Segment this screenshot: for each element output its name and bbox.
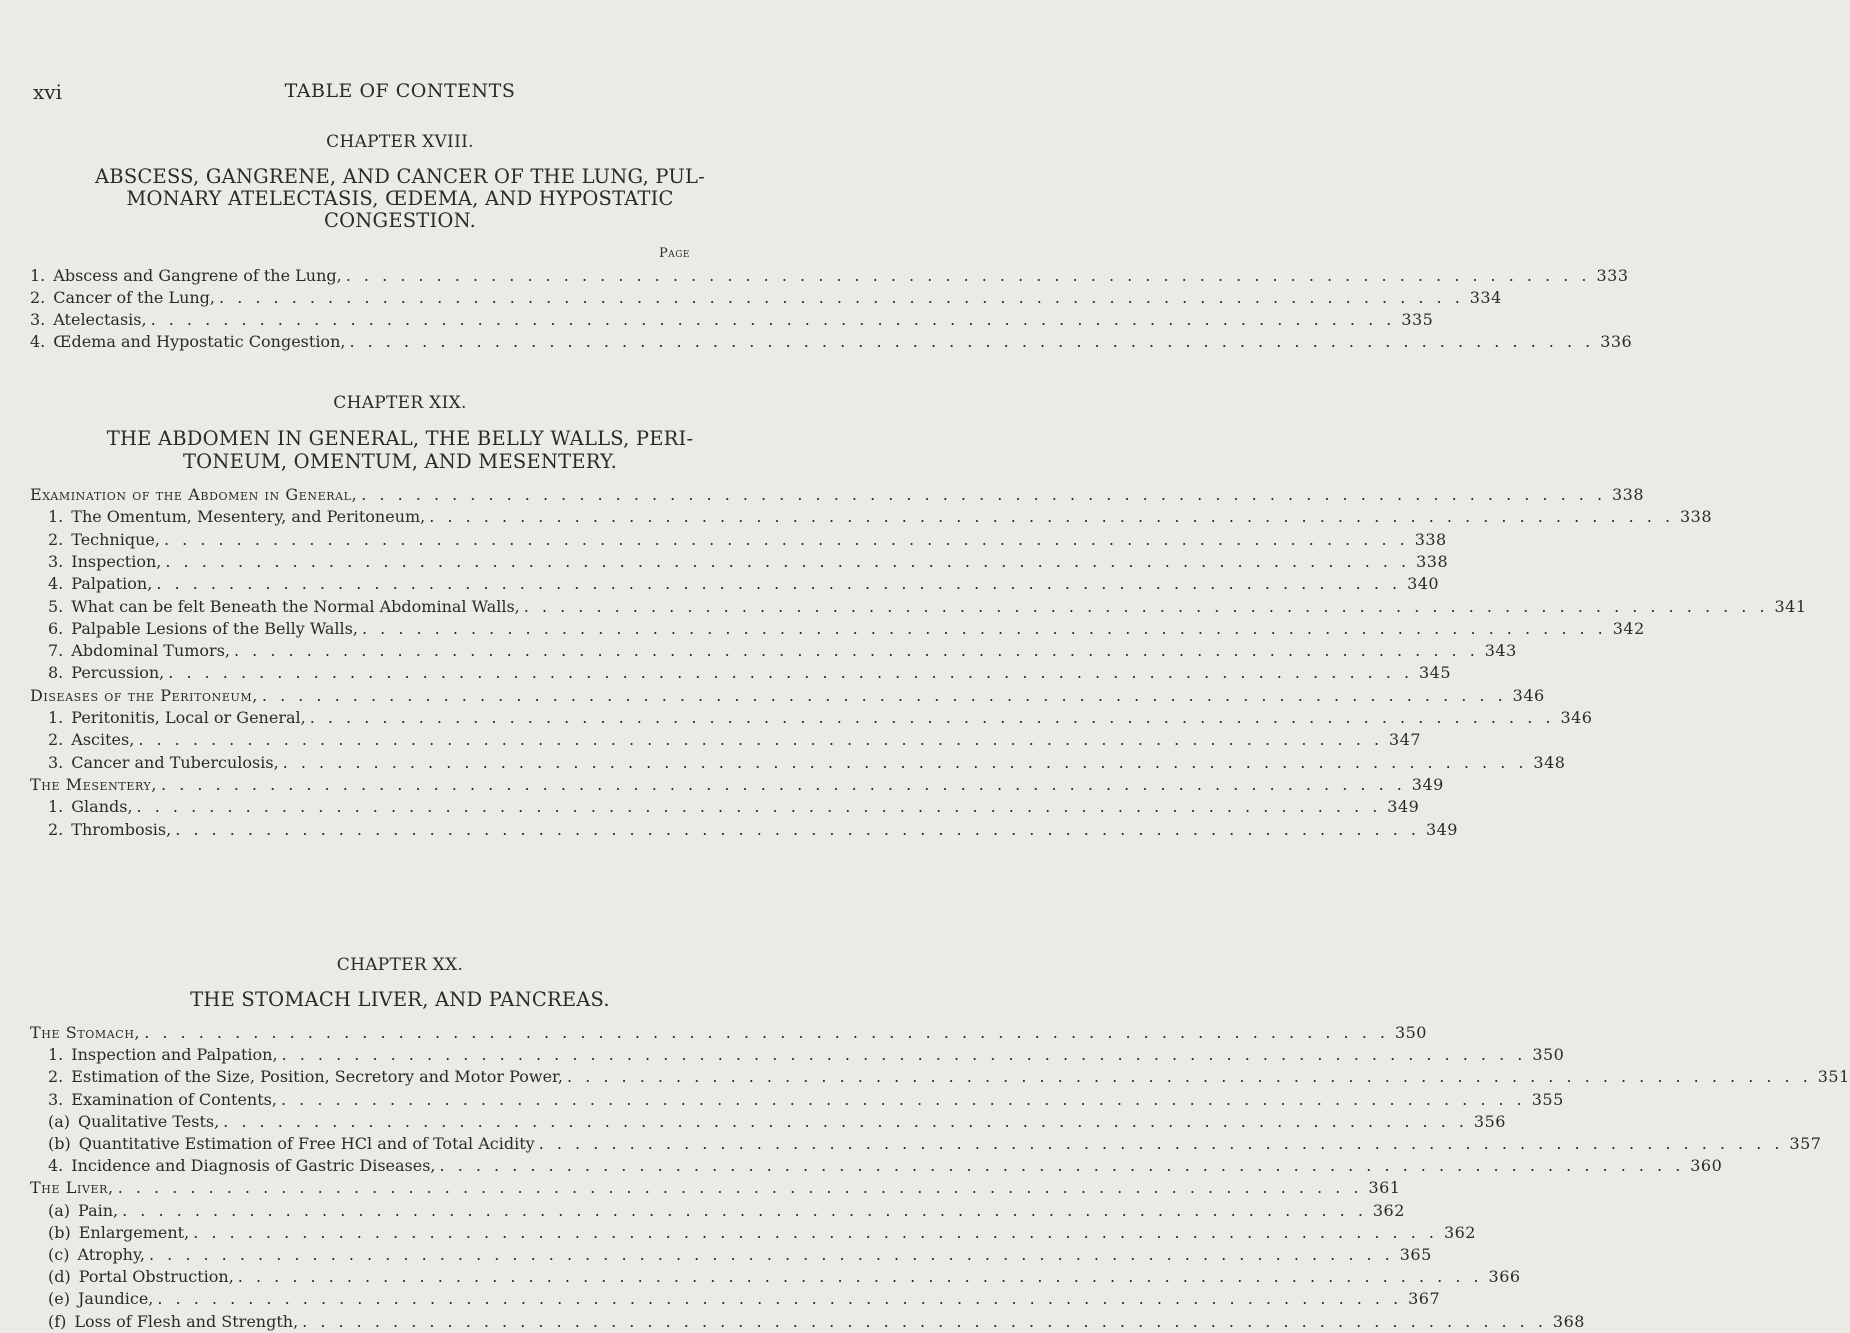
leader-dots: . . . . . . . . . . . . . . . . . . . . . . . . . . . . . . . . . . . . . . . . . . . . . . . . . . . . . . . . . . . . . . . . . . . . . [117,1178,1363,1197]
entry-title: Ascites, [71,730,135,749]
leader-dots: . . . . . . . . . . . . . . . . . . . . . . . . . . . . . . . . . . . . . . . . . . . . . . . . . . . . . . . . . . . . . . . . . . . . . [282,753,1528,772]
toc-entry [30,287,1502,309]
entry-number: 1. [48,507,64,526]
entry-number: 2. [48,1067,64,1086]
toc-entry [30,1022,1427,1044]
entry-page-number: 334 [1469,288,1502,307]
chapter-heading: CHAPTER XX. [336,955,464,975]
entry-page-number: 338 [1416,552,1449,571]
leader-dots: . . . . . . . . . . . . . . . . . . . . . . . . . . . . . . . . . . . . . . . . . . . . . . . . . . . . . . . . . . . . . . . . . . . . . [523,597,1769,616]
entry-number: 2. [48,820,64,839]
toc-entry [30,309,1434,331]
leader-dots: . . . . . . . . . . . . . . . . . . . . . . . . . . . . . . . . . . . . . . . . . . . . . . . . . . . . . . . . . . . . . . . . . . . . . [261,686,1507,705]
leader-dots: . . . . . . . . . . . . . . . . . . . . . . . . . . . . . . . . . . . . . . . . . . . . . . . . . . . . . . . . . . . . . . . . . . . . . [219,288,1464,307]
toc-entry [48,1089,1564,1111]
entry-page-number: 360 [1690,1156,1723,1175]
toc-entry [48,796,1420,818]
entry-number: 4. [48,574,64,593]
leader-dots: . . . . . . . . . . . . . . . . . . . . . . . . . . . . . . . . . . . . . . . . . . . . . . . . . . . . . . . . . . . . . . . . . . . . . [161,775,1406,794]
toc-entry [48,1266,1521,1288]
entry-title: Portal Obstruction, [78,1267,234,1286]
leader-dots: . . . . . . . . . . . . . . . . . . . . . . . . . . . . . . . . . . . . . . . . . . . . . . . . . . . . . . . . . . . . . . . . . . . . . [168,663,1414,682]
entry-title: Inspection, [71,552,162,571]
entry-page-number: 340 [1407,574,1440,593]
toc-entry [48,1155,1723,1177]
toc-entry [30,685,1545,707]
entry-number: 4. [30,332,46,351]
entry-title: The Liver, [30,1178,114,1197]
entry-page-number: 336 [1600,332,1633,351]
entry-title: Palpable Lesions of the Belly Walls, [71,619,358,638]
entry-number: 1. [48,797,64,816]
leader-dots: . . . . . . . . . . . . . . . . . . . . . . . . . . . . . . . . . . . . . . . . . . . . . . . . . . . . . . . . . . . . . . . . . . . . . [237,1267,1483,1286]
leader-dots: . . . . . . . . . . . . . . . . . . . . . . . . . . . . . . . . . . . . . . . . . . . . . . . . . . . . . . . . . . . . . . . . . . . . . [150,310,1396,329]
leader-dots: . . . . . . . . . . . . . . . . . . . . . . . . . . . . . . . . . . . . . . . . . . . . . . . . . . . . . . . . . . . . . . . . . . . . . [157,1289,1403,1308]
entry-page-number: 368 [1552,1312,1585,1331]
entry-title: Loss of Flesh and Strength, [74,1312,299,1331]
leader-dots: . . . . . . . . . . . . . . . . . . . . . . . . . . . . . . . . . . . . . . . . . . . . . . . . . . . . . . . . . . . . . . . . . . . . . [349,332,1595,351]
entry-number: (c) [48,1245,70,1264]
toc-entry [48,662,1452,684]
entry-title: Atrophy, [77,1245,145,1264]
leader-dots: . . . . . . . . . . . . . . . . . . . . . . . . . . . . . . . . . . . . . . . . . . . . . . . . . . . . . . . . . . . . . . . . . . . . . [309,708,1555,727]
leader-dots: . . . . . . . . . . . . . . . . . . . . . . . . . . . . . . . . . . . . . . . . . . . . . . . . . . . . . . . . . . . . . . . . . . . . . [175,820,1420,839]
entry-page-number: 335 [1401,310,1434,329]
entry-number: 3. [48,552,64,571]
entry-title: Examination of the Abdomen in General, [30,485,358,504]
leader-dots: . . . . . . . . . . . . . . . . . . . . . . . . . . . . . . . . . . . . . . . . . . . . . . . . . . . . . . . . . . . . . . . . . . . . . [567,1067,1812,1086]
toc-entry [48,618,1645,640]
entry-title: Peritonitis, Local or General, [71,708,306,727]
entry-title: Abdominal Tumors, [71,641,230,660]
entry-page-number: 362 [1372,1201,1405,1220]
toc-entry [30,1177,1401,1199]
leader-dots: . . . . . . . . . . . . . . . . . . . . . . . . . . . . . . . . . . . . . . . . . . . . . . . . . . . . . . . . . . . . . . . . . . . . . [345,266,1591,285]
entry-number: 4. [48,1156,64,1175]
entry-page-number: 338 [1680,507,1713,526]
toc-entry [48,1200,1405,1222]
leader-dots: . . . . . . . . . . . . . . . . . . . . . . . . . . . . . . . . . . . . . . . . . . . . . . . . . . . . . . . . . . . . . . . . . . . . . [136,797,1382,816]
entry-page-number: 349 [1387,797,1420,816]
entry-title: The Omentum, Mesentery, and Peritoneum, [71,507,426,526]
entry-number: (d) [48,1267,71,1286]
entry-number: 3. [48,753,64,772]
chapter-title-line: THE ABDOMEN IN GENERAL, THE BELLY WALLS, PERI- [106,427,694,450]
entry-title: Palpation, [71,574,153,593]
page-number: xvi [33,80,62,104]
entry-number: 2. [48,530,64,549]
entry-title: What can be felt Beneath the Normal Abdominal Walls, [71,597,520,616]
chapter-heading: CHAPTER XVIII. [326,132,474,152]
toc-entry [48,529,1447,551]
entry-page-number: 366 [1488,1267,1521,1286]
leader-dots: . . . . . . . . . . . . . . . . . . . . . . . . . . . . . . . . . . . . . . . . . . . . . . . . . . . . . . . . . . . . . . . . . . . . . [148,1245,1394,1264]
toc-entry [48,1066,1850,1088]
chapter-title-line: TONEUM, OMENTUM, AND MESENTERY. [182,450,618,473]
toc-entry [48,729,1422,751]
entry-page-number: 343 [1484,641,1517,660]
toc-entry [48,1133,1822,1155]
toc-entry [48,1311,1585,1333]
entry-title: Cancer and Tuberculosis, [71,753,279,772]
entry-title: Estimation of the Size, Position, Secretory and Motor Power, [71,1067,564,1086]
entry-number: 1. [30,266,46,285]
entry-number: (b) [48,1223,71,1242]
toc-entry [48,1044,1565,1066]
entry-title: Abscess and Gangrene of the Lung, [53,266,342,285]
entry-title: Œdema and Hypostatic Congestion, [53,332,346,351]
entry-number: 1. [48,1045,64,1064]
running-title: TABLE OF CONTENTS [284,80,516,102]
entry-title: Technique, [71,530,160,549]
entry-title: Diseases of the Peritoneum, [30,686,258,705]
toc-entry [48,1222,1476,1244]
entry-page-number: 348 [1533,753,1566,772]
entry-title: Jaundice, [77,1289,154,1308]
toc-entry [48,1244,1432,1266]
entry-number: 8. [48,663,64,682]
entry-page-number: 345 [1419,663,1452,682]
entry-page-number: 351 [1817,1067,1850,1086]
entry-number: 6. [48,619,64,638]
entry-number: 5. [48,597,64,616]
chapter-heading: CHAPTER XIX. [333,393,467,413]
entry-title: Pain, [78,1201,119,1220]
entry-page-number: 367 [1408,1289,1441,1308]
entry-number: 2. [48,730,64,749]
entry-title: Examination of Contents, [71,1090,277,1109]
toc-entry [30,331,1633,353]
entry-page-number: 349 [1425,820,1458,839]
chapter-title-line: ABSCESS, GANGRENE, AND CANCER OF THE LUNG, PUL- [95,165,705,188]
entry-title: Enlargement, [78,1223,190,1242]
leader-dots: . . . . . . . . . . . . . . . . . . . . . . . . . . . . . . . . . . . . . . . . . . . . . . . . . . . . . . . . . . . . . . . . . . . . . [138,730,1384,749]
entry-title: Atelectasis, [53,310,147,329]
entry-page-number: 346 [1512,686,1545,705]
entry-page-number: 349 [1411,775,1444,794]
toc-entry [48,506,1713,528]
entry-number: 7. [48,641,64,660]
leader-dots: . . . . . . . . . . . . . . . . . . . . . . . . . . . . . . . . . . . . . . . . . . . . . . . . . . . . . . . . . . . . . . . . . . . . . [281,1045,1527,1064]
leader-dots: . . . . . . . . . . . . . . . . . . . . . . . . . . . . . . . . . . . . . . . . . . . . . . . . . . . . . . . . . . . . . . . . . . . . . [234,641,1479,660]
leader-dots: . . . . . . . . . . . . . . . . . . . . . . . . . . . . . . . . . . . . . . . . . . . . . . . . . . . . . . . . . . . . . . . . . . . . . [144,1023,1389,1042]
entry-title: Quantitative Estimation of Free HCl and of Total Acidity [78,1134,535,1153]
toc-entry [48,640,1517,662]
toc-entry [30,265,1629,287]
entry-page-number: 341 [1774,597,1807,616]
leader-dots: . . . . . . . . . . . . . . . . . . . . . . . . . . . . . . . . . . . . . . . . . . . . . . . . . . . . . . . . . . . . . . . . . . . . . [165,552,1411,571]
chapter-title-line: THE STOMACH LIVER, AND PANCREAS. [190,988,610,1011]
toc-entry [48,573,1440,595]
entry-title: Cancer of the Lung, [53,288,216,307]
toc-entry [30,774,1444,796]
entry-title: Glands, [71,797,133,816]
leader-dots: . . . . . . . . . . . . . . . . . . . . . . . . . . . . . . . . . . . . . . . . . . . . . . . . . . . . . . . . . . . . . . . . . . . . . [429,507,1675,526]
entry-page-number: 338 [1414,530,1447,549]
entry-title: Percussion, [71,663,165,682]
entry-page-number: 350 [1394,1023,1427,1042]
toc-entry [48,819,1458,841]
toc-entry [48,596,1807,618]
entry-number: (b) [48,1134,71,1153]
entry-page-number: 355 [1531,1090,1564,1109]
toc-entry [48,1288,1441,1310]
toc-entry [30,484,1645,506]
toc-entry [48,551,1449,573]
entry-page-number: 361 [1368,1178,1401,1197]
entry-title: The Mesentery, [30,775,158,794]
entry-number: (e) [48,1289,70,1308]
entry-title: Incidence and Diagnosis of Gastric Diseases, [71,1156,436,1175]
toc-entry [48,752,1566,774]
entry-number: (a) [48,1201,71,1220]
entry-page-number: 356 [1473,1112,1506,1131]
entry-page-number: 346 [1560,708,1593,727]
leader-dots: . . . . . . . . . . . . . . . . . . . . . . . . . . . . . . . . . . . . . . . . . . . . . . . . . . . . . . . . . . . . . . . . . . . . . [361,619,1607,638]
entry-number: 2. [30,288,46,307]
leader-dots: . . . . . . . . . . . . . . . . . . . . . . . . . . . . . . . . . . . . . . . . . . . . . . . . . . . . . . . . . . . . . . . . . . . . . [439,1156,1685,1175]
entry-page-number: 333 [1596,266,1629,285]
entry-title: The Stomach, [30,1023,141,1042]
entry-number: (f) [48,1312,67,1331]
entry-number: 3. [30,310,46,329]
entry-page-number: 350 [1532,1045,1565,1064]
leader-dots: . . . . . . . . . . . . . . . . . . . . . . . . . . . . . . . . . . . . . . . . . . . . . . . . . . . . . . . . . . . . . . . . . . . . . [538,1134,1784,1153]
leader-dots: . . . . . . . . . . . . . . . . . . . . . . . . . . . . . . . . . . . . . . . . . . . . . . . . . . . . . . . . . . . . . . . . . . . . . [193,1223,1438,1242]
entry-page-number: 365 [1399,1245,1432,1264]
leader-dots: . . . . . . . . . . . . . . . . . . . . . . . . . . . . . . . . . . . . . . . . . . . . . . . . . . . . . . . . . . . . . . . . . . . . . [361,485,1607,504]
entry-title: Inspection and Palpation, [71,1045,278,1064]
leader-dots: . . . . . . . . . . . . . . . . . . . . . . . . . . . . . . . . . . . . . . . . . . . . . . . . . . . . . . . . . . . . . . . . . . . . . [122,1201,1367,1220]
chapter-title-line: MONARY ATELECTASIS, ŒDEMA, AND HYPOSTATIC [126,187,674,210]
entry-page-number: 362 [1443,1223,1476,1242]
entry-number: 3. [48,1090,64,1109]
entry-page-number: 342 [1612,619,1645,638]
entry-number: 1. [48,708,64,727]
entry-title: Qualitative Tests, [78,1112,220,1131]
entry-page-number: 338 [1611,485,1645,504]
leader-dots: . . . . . . . . . . . . . . . . . . . . . . . . . . . . . . . . . . . . . . . . . . . . . . . . . . . . . . . . . . . . . . . . . . . . . [156,574,1402,593]
leader-dots: . . . . . . . . . . . . . . . . . . . . . . . . . . . . . . . . . . . . . . . . . . . . . . . . . . . . . . . . . . . . . . . . . . . . . [223,1112,1468,1131]
entry-title: Thrombosis, [71,820,172,839]
entry-page-number: 347 [1389,730,1422,749]
leader-dots: . . . . . . . . . . . . . . . . . . . . . . . . . . . . . . . . . . . . . . . . . . . . . . . . . . . . . . . . . . . . . . . . . . . . . [280,1090,1526,1109]
entry-number: (a) [48,1112,71,1131]
toc-entry [48,707,1593,729]
toc-entry [48,1111,1506,1133]
leader-dots: . . . . . . . . . . . . . . . . . . . . . . . . . . . . . . . . . . . . . . . . . . . . . . . . . . . . . . . . . . . . . . . . . . . . . [302,1312,1547,1331]
chapter-title-line: CONGESTION. [323,209,477,232]
entry-page-number: 357 [1789,1134,1822,1153]
leader-dots: . . . . . . . . . . . . . . . . . . . . . . . . . . . . . . . . . . . . . . . . . . . . . . . . . . . . . . . . . . . . . . . . . . . . . [163,530,1409,549]
page-column-label: Page [658,246,690,261]
